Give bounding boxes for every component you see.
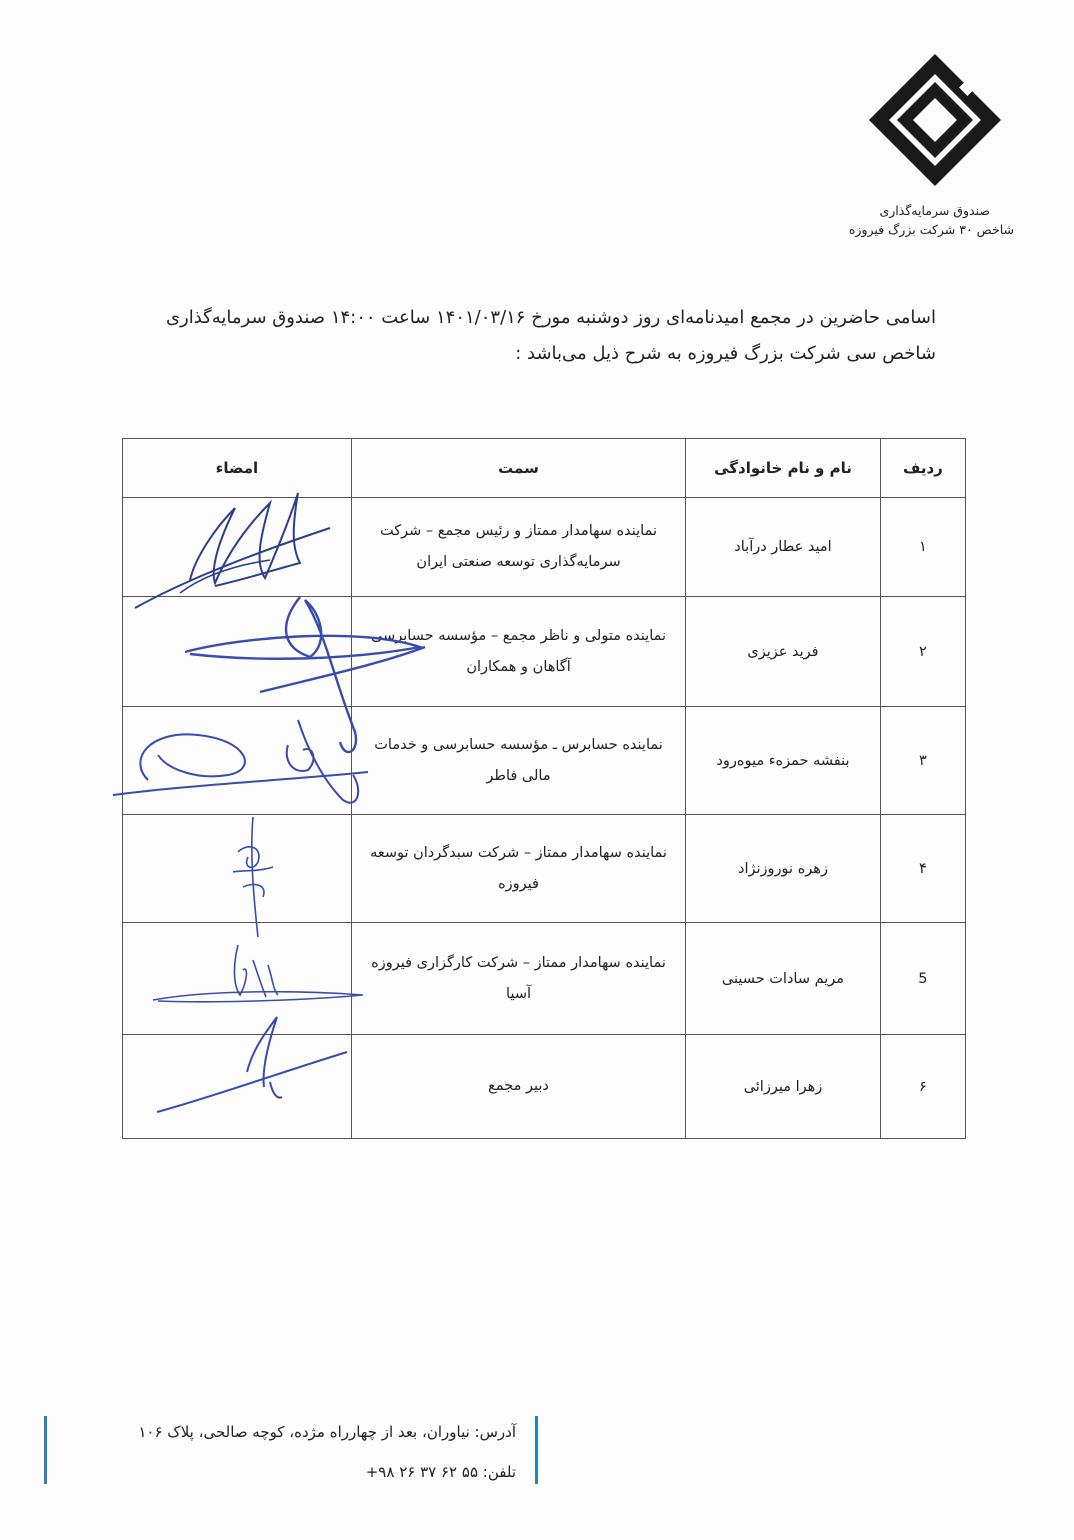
attendee-role: نماینده متولی و ناظر مجمع – مؤسسه حسابرسی آگاهان و همکاران bbox=[351, 597, 685, 707]
attendee-name: بنفشه حمزه‌ء میوه‌رود bbox=[686, 707, 881, 815]
table-row bbox=[123, 597, 966, 707]
signature-cell bbox=[123, 1035, 352, 1139]
table-row bbox=[123, 1035, 966, 1139]
table-row bbox=[123, 498, 966, 597]
attendee-name: زهرا میرزائی bbox=[686, 1035, 881, 1139]
table-row bbox=[123, 815, 966, 923]
header-name: نام و نام خانوادگی bbox=[686, 439, 881, 498]
row-number: ۲ bbox=[880, 597, 965, 707]
attendance-table bbox=[122, 438, 966, 1139]
table-row bbox=[123, 923, 966, 1035]
footer-address: آدرس: نیاوران، بعد از چهارراه مژده، کوچه صالحی، پلاک ۱۰۶ bbox=[138, 1423, 516, 1441]
row-number: ۱ bbox=[880, 498, 965, 597]
fund-name-line1: صندوق سرمایه‌گذاری bbox=[879, 203, 990, 218]
header-row-number: ردیف bbox=[880, 439, 965, 498]
footer-phone: تلفن: ۵۵ ۶۲ ۳۷ ۲۶ ۹۸+ bbox=[365, 1463, 516, 1481]
attendee-role: دبیر مجمع bbox=[351, 1035, 685, 1139]
fund-logo bbox=[850, 50, 1020, 190]
diamond-logo-icon bbox=[865, 50, 1005, 190]
fund-name-line2: شاخص ۳۰ شرکت بزرگ فیروزه bbox=[848, 222, 1014, 237]
intro-line1: اسامی حاضرین در مجمع امیدنامه‌ای روز دوشنبه مورخ ۱۴۰۱/۰۳/۱۶ ساعت ۱۴:۰۰ صندوق سرمایه‌گذاری bbox=[165, 307, 936, 328]
attendee-name: فرید عزیزی bbox=[686, 597, 881, 707]
attendee-role: نماینده حسابرس ـ مؤسسه حسابرسی و خدمات مالی فاطر bbox=[351, 707, 685, 815]
attendee-name: مریم سادات حسینی bbox=[686, 923, 881, 1035]
footer-accent-bar-left bbox=[44, 1416, 47, 1484]
intro-line2: شاخص سی شرکت بزرگ فیروزه به شرح ذیل می‌باشد : bbox=[515, 343, 936, 364]
signature-cell bbox=[123, 923, 352, 1035]
row-number: ۶ bbox=[880, 1035, 965, 1139]
row-number: ۴ bbox=[880, 815, 965, 923]
signature-cell bbox=[123, 815, 352, 923]
table-header-row bbox=[123, 439, 966, 498]
intro-paragraph bbox=[130, 300, 936, 372]
attendee-name: امید عطار درآباد bbox=[686, 498, 881, 597]
attendee-name: زهره نوروزنژاد bbox=[686, 815, 881, 923]
header-signature: امضاء bbox=[123, 439, 352, 498]
row-number: 5 bbox=[880, 923, 965, 1035]
attendee-role: نماینده سهامدار ممتاز – شرکت کارگزاری فیروزه آسیا bbox=[351, 923, 685, 1035]
row-number: ۳ bbox=[880, 707, 965, 815]
footer-accent-bar-right bbox=[535, 1416, 538, 1484]
table-row bbox=[123, 707, 966, 815]
signature-cell bbox=[123, 597, 352, 707]
signature-cell bbox=[123, 498, 352, 597]
attendee-role: نماینده سهامدار ممتاز – شرکت سبدگردان توسعه فیروزه bbox=[351, 815, 685, 923]
header-role: سمت bbox=[351, 439, 685, 498]
signature-cell bbox=[123, 707, 352, 815]
attendee-role: نماینده سهامدار ممتاز و رئیس مجمع – شرکت سرمایه‌گذاری توسعه صنعتی ایران bbox=[351, 498, 685, 597]
